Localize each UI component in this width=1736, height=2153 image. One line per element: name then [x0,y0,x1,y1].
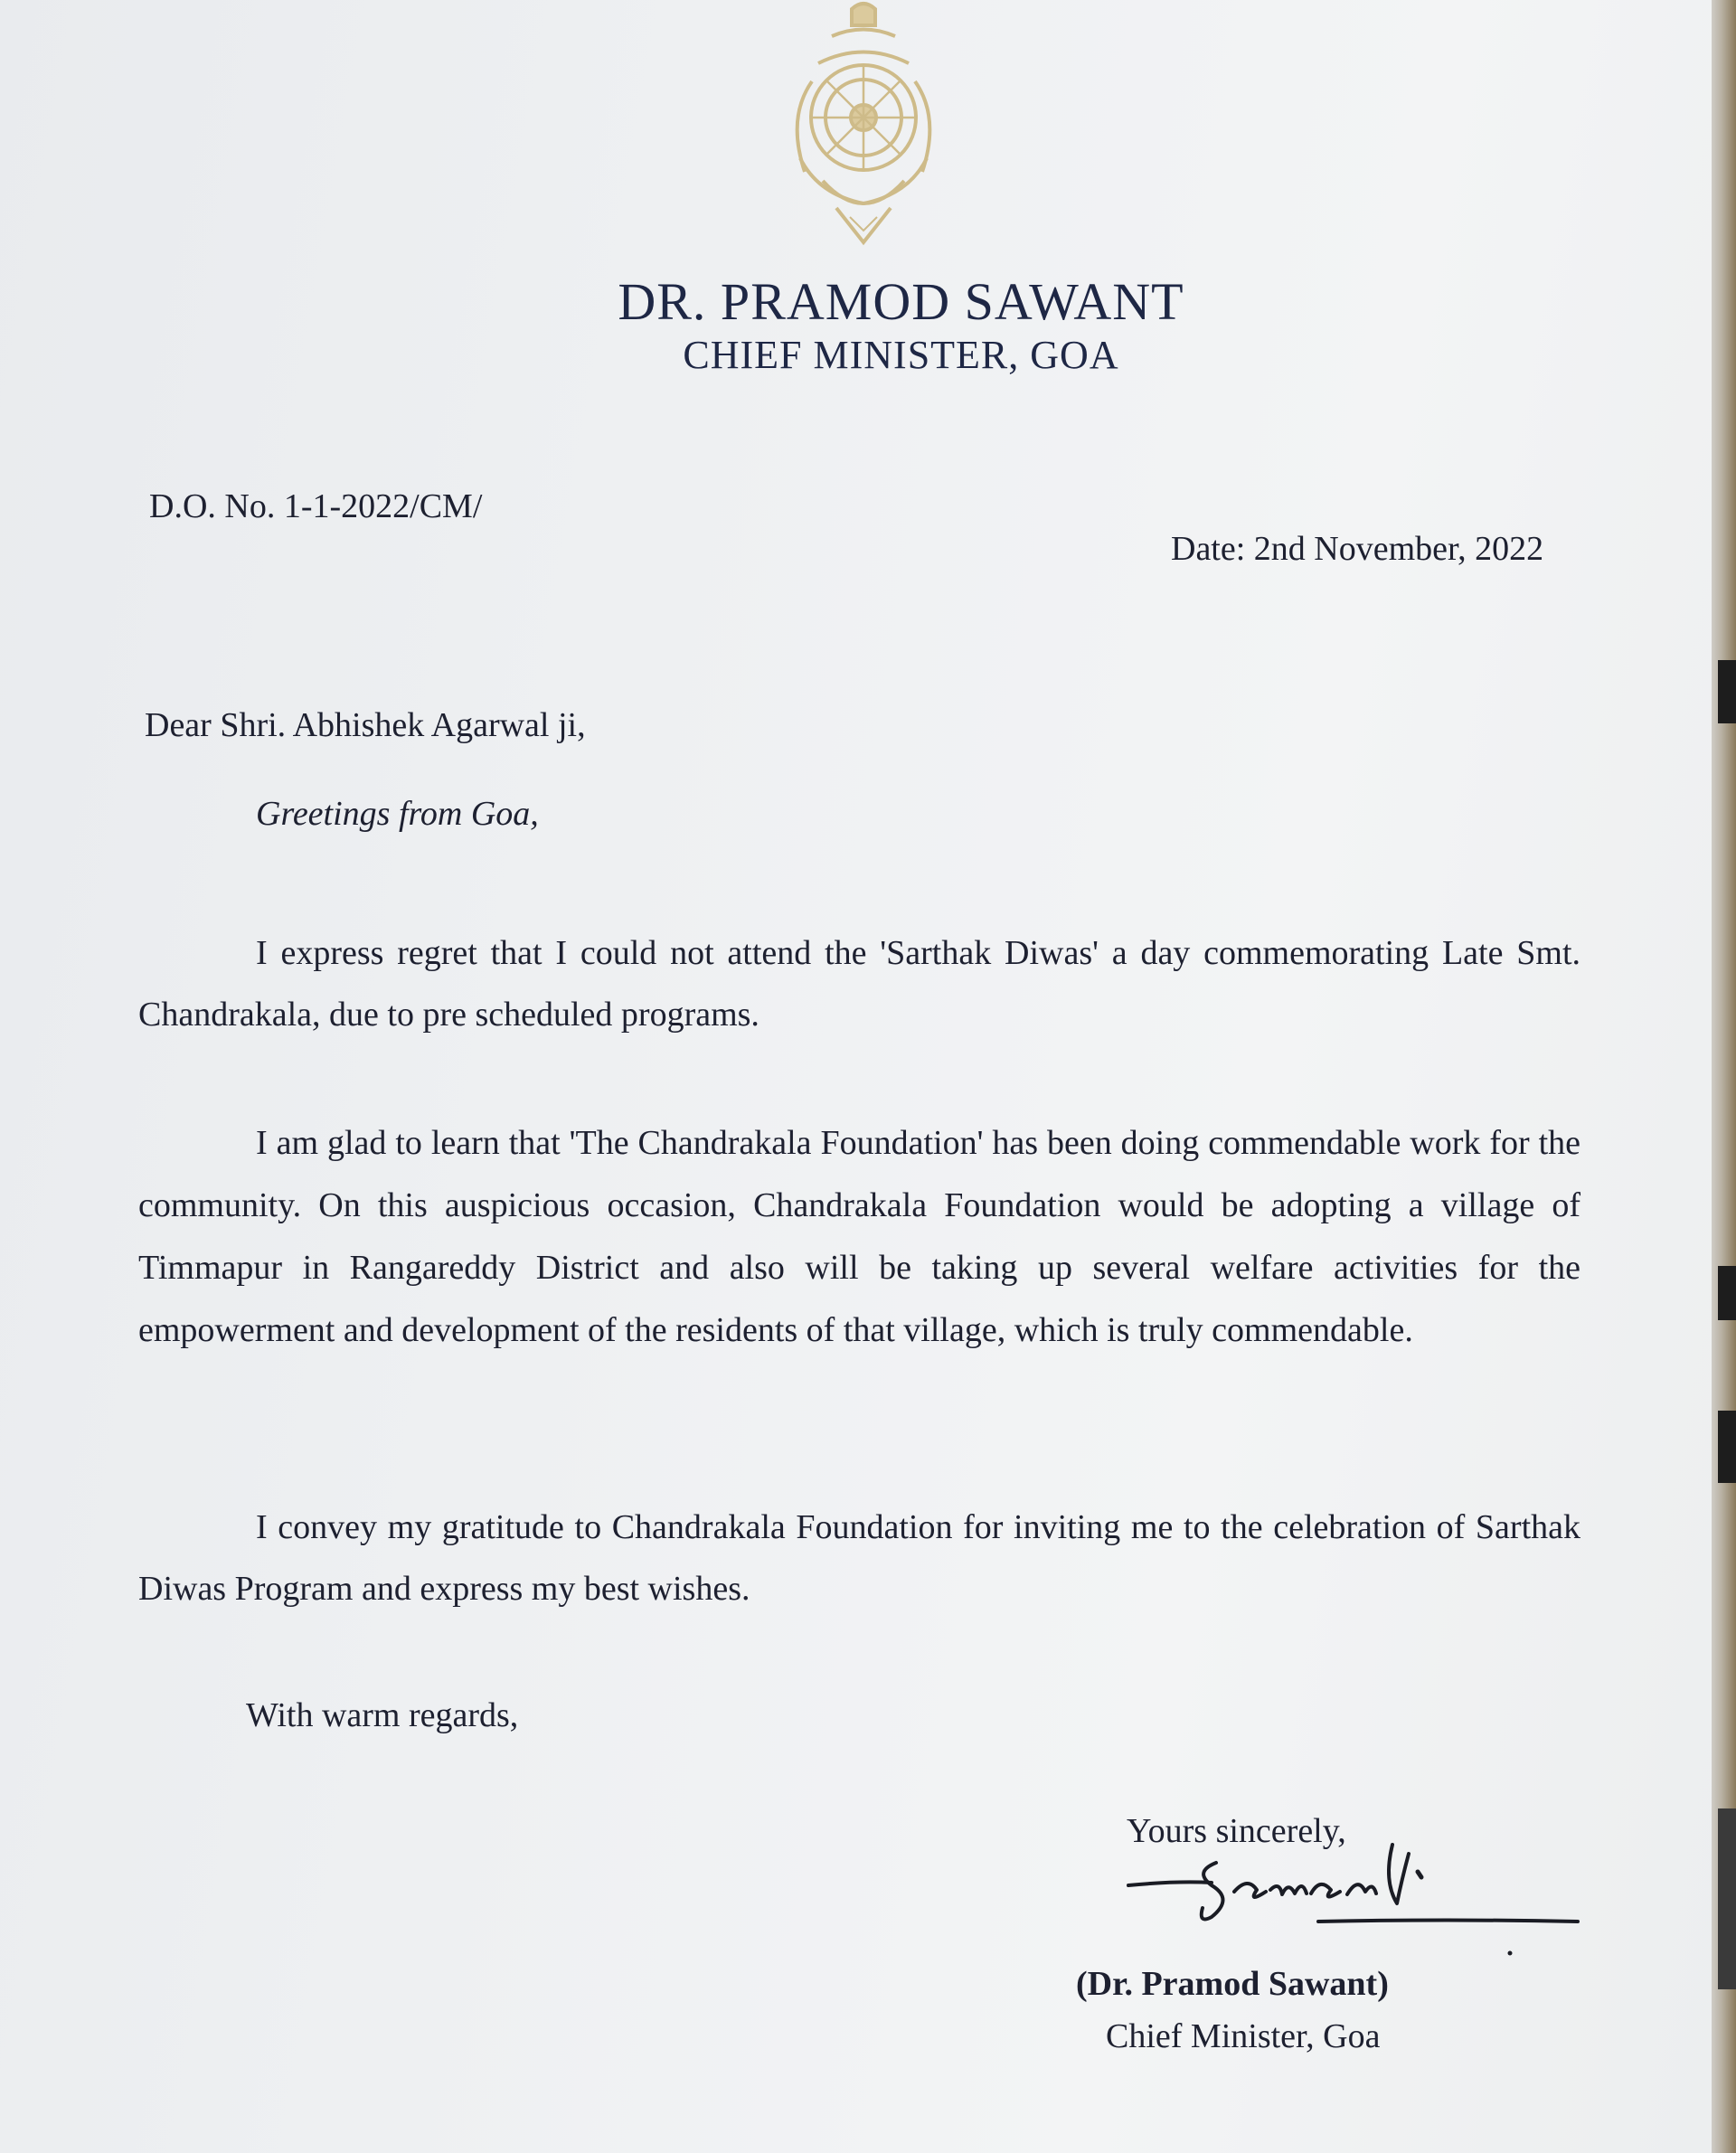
edge-mark [1718,660,1736,723]
salutation: Dear Shri. Abhishek Agarwal ji, [145,706,586,744]
signatory-name: (Dr. Pramod Sawant) [1076,1965,1389,2003]
letterhead-name: DR. PRAMOD SAWANT [618,272,1184,331]
closing-regards: With warm regards, [246,1696,519,1734]
closing-sincerely: Yours sincerely, [1127,1812,1346,1850]
body-paragraph-2: I am glad to learn that 'The Chandrakala Foundation' has been doing commendable work for the community. On this auspicious occasion, Chandrakala Foundation would be adopting a village of Timmapur in Rangareddy District and also will be taking up several welfare activities for the empowerment and development of the residents of that village, which is truly commendable. [138,1124,1580,1349]
signatory-title: Chief Minister, Goa [1106,2017,1381,2055]
body-paragraph-3: I convey my gratitude to Chandrakala Foundation for inviting me to the celebration of Sarthak Diwas Program and express my best wishes. [138,1508,1580,1608]
letterhead-title: CHIEF MINISTER, GOA [683,333,1119,377]
letter-date: Date: 2nd November, 2022 [1171,530,1544,568]
body-paragraph-1: I express regret that I could not attend the 'Sarthak Diwas' a day commemorating Late Smt. Chandrakala, due to pre scheduled programs. [138,934,1580,1034]
do-number: D.O. No. 1-1-2022/CM/ [149,487,483,525]
goa-emblem-icon [769,0,958,249]
signature [1121,1818,1591,1962]
greeting: Greetings from Goa, [256,795,539,833]
edge-mark [1718,1411,1736,1483]
edge-mark [1718,1808,1736,1989]
edge-mark [1718,1266,1736,1320]
